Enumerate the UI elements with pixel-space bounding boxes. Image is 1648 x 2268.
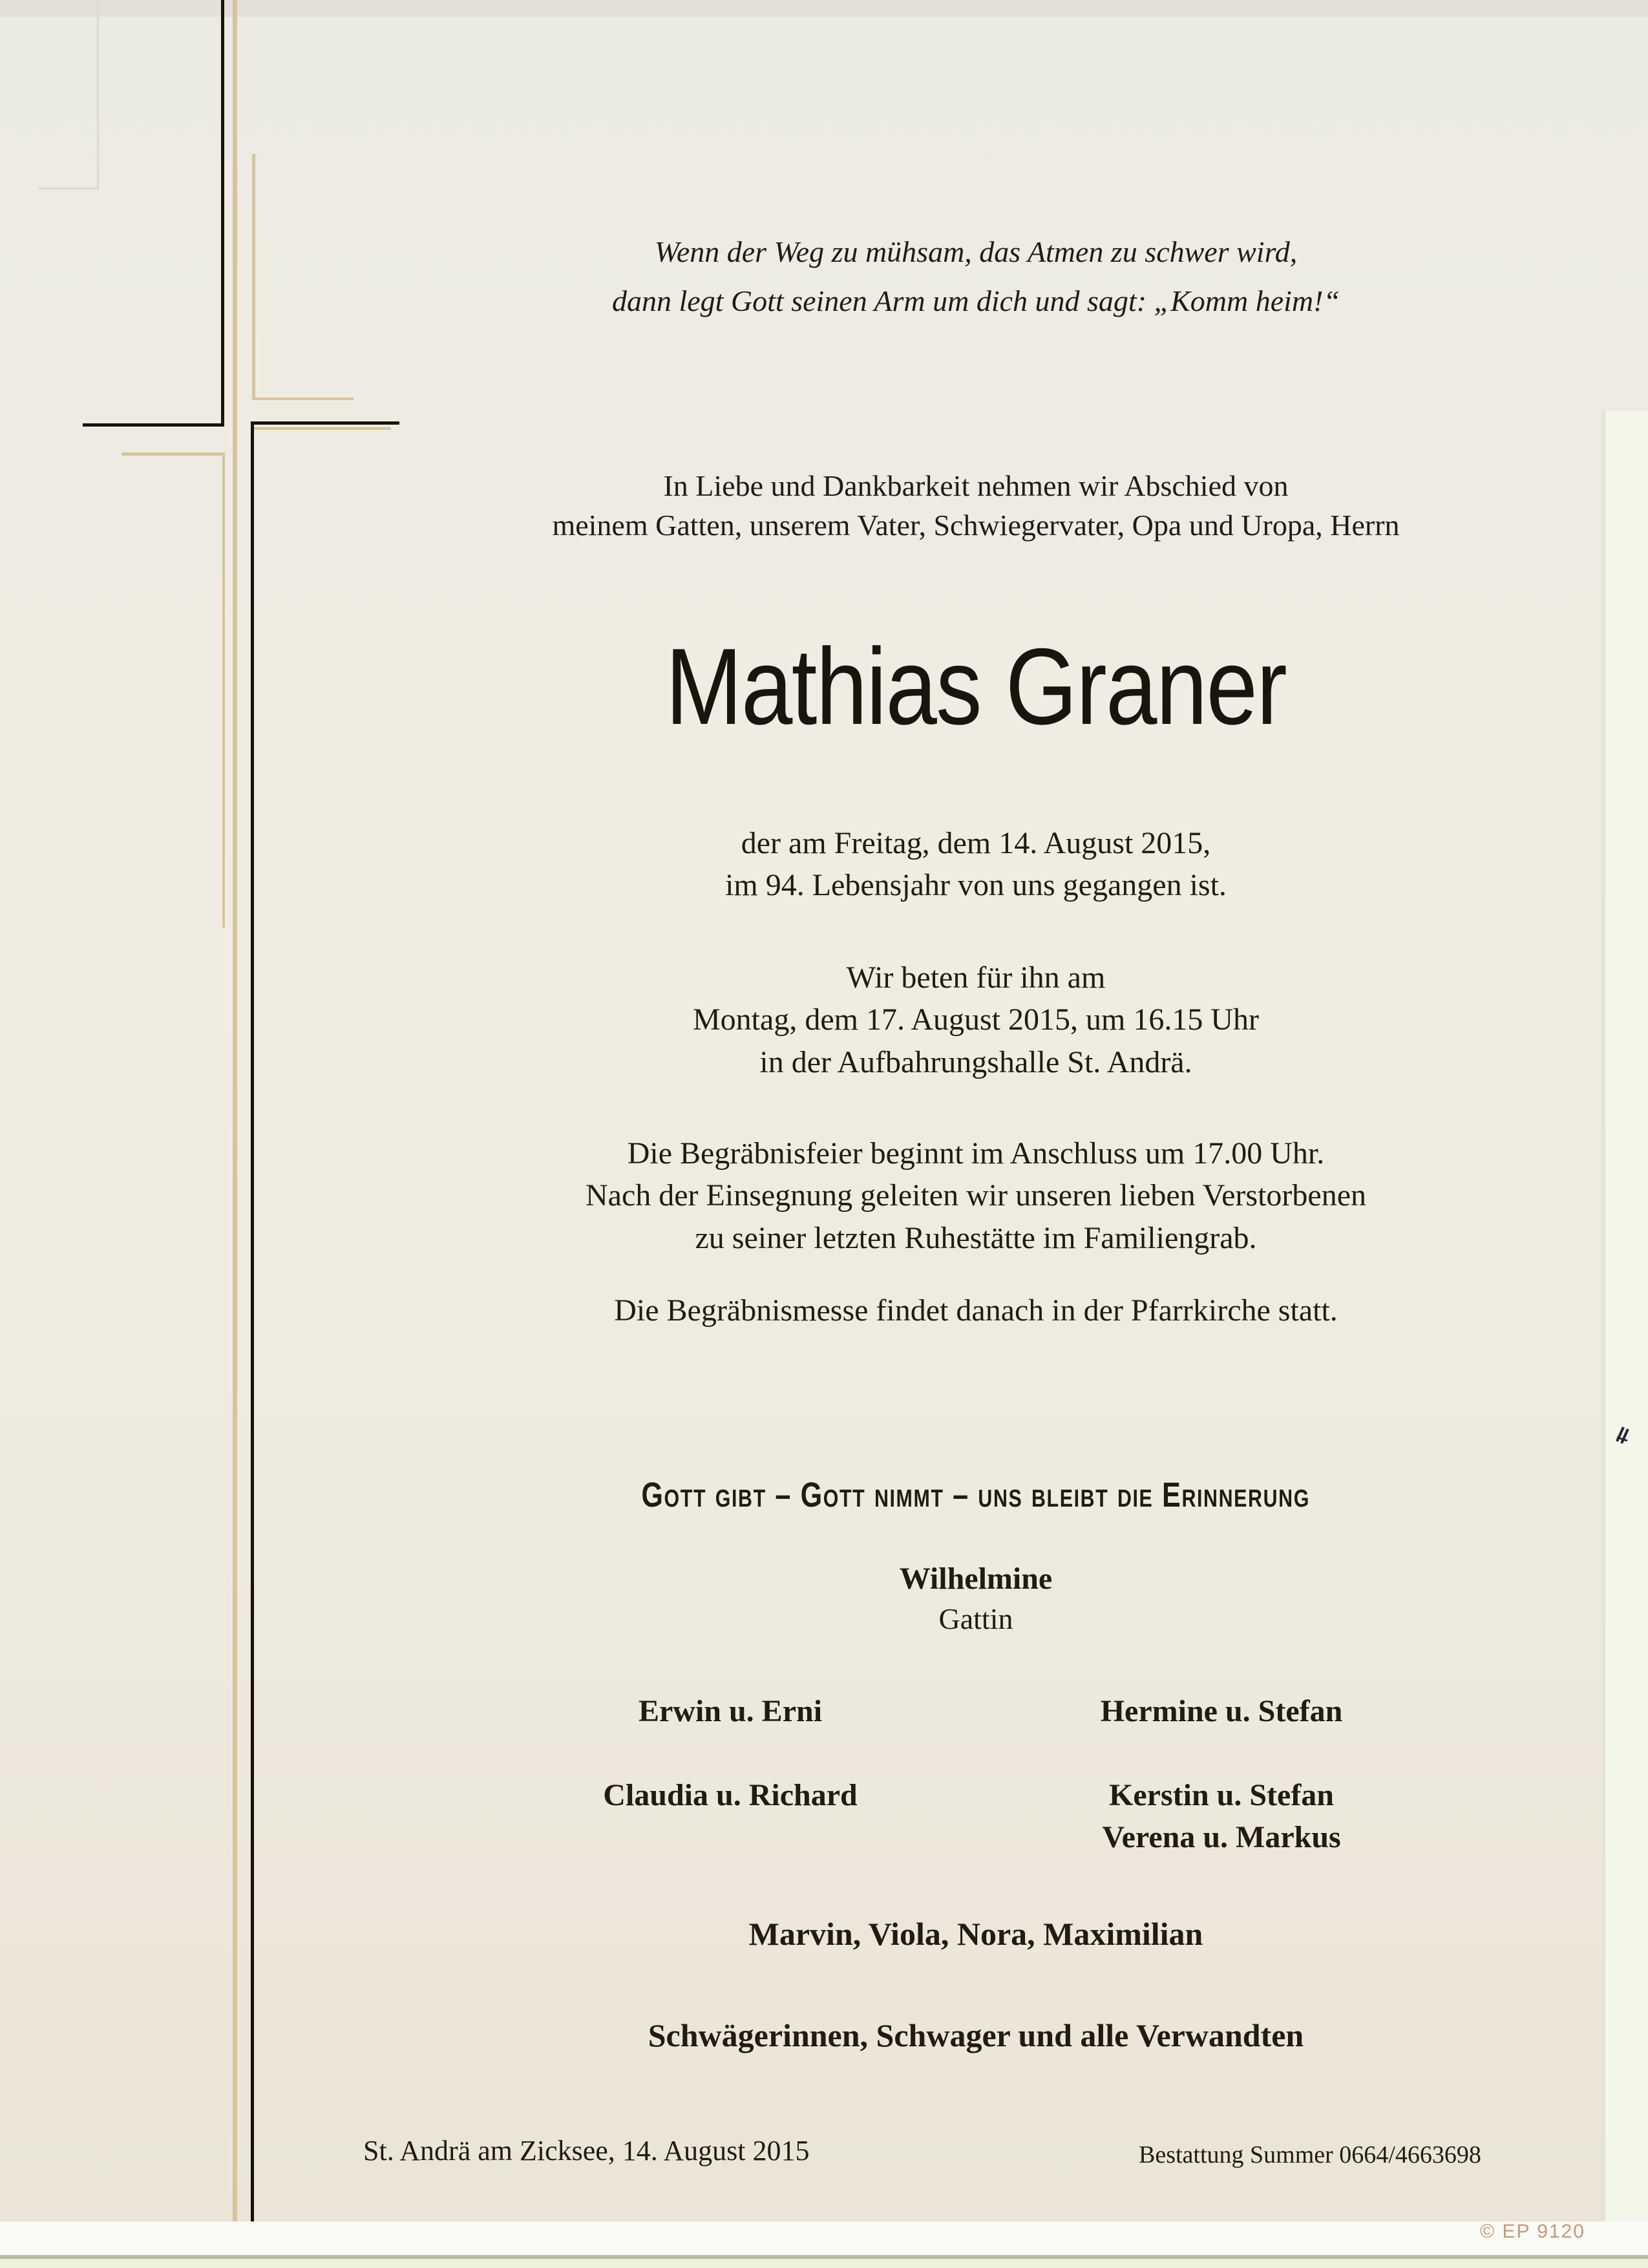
cross-gold-horizontal-left-arm xyxy=(121,452,225,456)
motto-line xyxy=(343,1475,1609,1515)
cross-black-vertical-upper xyxy=(221,0,224,427)
mass-information xyxy=(343,1289,1609,1331)
wife-name: Wilhelmine xyxy=(899,1562,1053,1596)
funeral-home-contact: Bestattung Summer 0664/4663698 xyxy=(1139,2141,1481,2168)
farewell-introduction xyxy=(343,467,1609,545)
intro-line-2: meinem Gatten, unserem Vater, Schwiegervater, Opa und Uropa, Herrn xyxy=(552,508,1400,542)
paper-crease-horizontal xyxy=(39,187,98,189)
print-code: © EP 9120 xyxy=(1480,2221,1585,2242)
paper-crease-vertical xyxy=(97,0,99,189)
family-entry-hermine: Hermine u. Stefan xyxy=(1100,1694,1343,1728)
cross-gold-vertical-line xyxy=(233,0,237,2256)
cross-gold-vertical-left-lower xyxy=(222,452,225,927)
wife-relation: Gattin xyxy=(938,1602,1013,1635)
cross-gold-vertical-right-upper xyxy=(252,154,255,400)
scanner-background xyxy=(0,2259,1648,2268)
deceased-name xyxy=(343,626,1609,747)
prayer-line-3: in der Aufbahrungshalle St. Andrä. xyxy=(759,1044,1192,1079)
prayer-information xyxy=(343,957,1609,1083)
death-line-2: im 94. Lebensjahr von uns gegangen ist. xyxy=(725,868,1227,903)
intro-line-1: In Liebe und Dankbarkeit nehmen wir Abschied von xyxy=(663,469,1289,502)
funeral-line-3: zu seiner letzten Ruhestätte im Familiengrab. xyxy=(695,1220,1257,1255)
grandchildren-line: Marvin, Viola, Nora, Maximilian xyxy=(748,1916,1203,1952)
cross-black-vertical-lower xyxy=(251,423,254,2252)
quote-line-1: Wenn der Weg zu mühsam, das Atmen zu schwer wird, xyxy=(654,235,1298,268)
place-and-date: St. Andrä am Zicksee, 14. August 2015 xyxy=(363,2135,810,2167)
quote-line-2: dann legt Gott seinen Arm um dich und sagt: „Komm heim!“ xyxy=(611,284,1340,317)
funeral-line-2: Nach der Einsegnung geleiten wir unseren lieben Verstorbenen xyxy=(585,1178,1367,1213)
ink-smudge-mark xyxy=(1611,1422,1634,1448)
death-line-1: der am Freitag, dem 14. August 2015, xyxy=(741,826,1211,860)
prayer-line-2: Montag, dem 17. August 2015, um 16.15 Uhr xyxy=(693,1002,1259,1037)
cross-black-horizontal-right-arm xyxy=(251,421,399,425)
family-entry-kerstin: Kerstin u. Stefan xyxy=(1109,1778,1334,1812)
motto-text: Gott gibt – Gott nimmt – uns bleibt die Erinnerung xyxy=(641,1476,1311,1514)
family-entry-claudia: Claudia u. Richard xyxy=(603,1778,858,1812)
mass-line-1: Die Begräbnismesse findet danach in der Pfarrkirche statt. xyxy=(614,1293,1338,1328)
scan-bottom-strip xyxy=(0,2221,1648,2259)
family-entry-verena: Verena u. Markus xyxy=(1102,1820,1341,1854)
prayer-line-1: Wir beten für ihn am xyxy=(846,960,1106,995)
family-entry-erwin: Erwin u. Erni xyxy=(638,1694,823,1728)
cross-black-horizontal-left-arm xyxy=(83,423,224,427)
funeral-line-1: Die Begräbnisfeier beginnt im Anschluss um 17.00 Uhr. xyxy=(627,1136,1325,1171)
scan-right-strip xyxy=(1605,411,1648,2268)
cross-gold-horizontal-right-upper-arm xyxy=(252,397,354,400)
relatives-line: Schwägerinnen, Schwager und alle Verwandten xyxy=(648,2017,1304,2053)
scan-top-band xyxy=(0,0,1648,17)
deceased-name-text: Mathias Graner xyxy=(665,626,1287,747)
death-information xyxy=(343,822,1609,907)
opening-quote xyxy=(343,228,1609,326)
funeral-information xyxy=(343,1132,1609,1259)
cross-gold-horizontal-right-under-arm xyxy=(252,427,391,430)
